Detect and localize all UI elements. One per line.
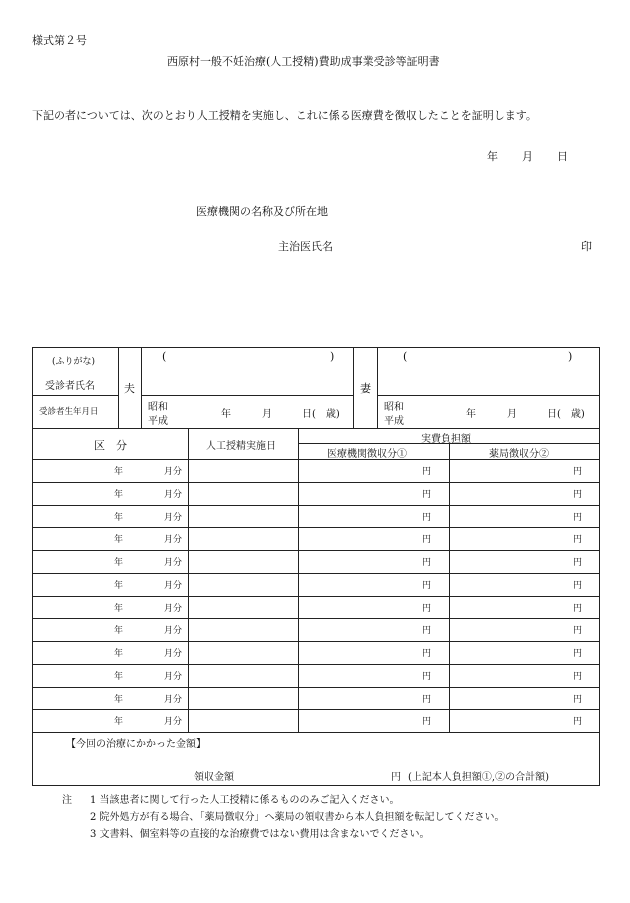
note-item-3: 3 文書料、個室料等の直接的な治療費ではない費用は含まないでください。	[90, 829, 430, 840]
note-item-1: 1 当該患者に関して行った人工授精に係るもののみご記入ください。	[90, 795, 400, 806]
date-year-label: 年	[487, 150, 498, 163]
row-year-label: 年	[114, 489, 124, 500]
wife-era-showa: 昭和	[384, 402, 404, 413]
husband-birth-day-age: 日( 歳)	[302, 409, 340, 420]
row-pharmacy-yen: 円	[573, 603, 583, 614]
patient-birth-label: 受診者生年月日	[39, 407, 99, 417]
row-hospital-yen: 円	[422, 580, 432, 591]
row-month-label: 月分	[164, 558, 183, 568]
row-pharmacy-yen: 円	[573, 489, 583, 500]
row-hospital-yen: 円	[422, 467, 432, 477]
col-date-header: 人工授精実施日	[206, 441, 276, 452]
row-month-label: 月分	[164, 603, 183, 614]
row-month-label: 月分	[164, 467, 183, 477]
row-year-label: 年	[114, 467, 124, 477]
row-month-label: 月分	[164, 580, 183, 591]
row-pharmacy-yen: 円	[573, 580, 583, 591]
row-pharmacy-yen: 円	[573, 535, 583, 546]
husband-furigana-close: )	[330, 350, 335, 363]
row-pharmacy-yen: 円	[573, 671, 583, 682]
row-pharmacy-yen: 円	[573, 649, 583, 659]
row-pharmacy-yen: 円	[573, 694, 583, 705]
note-item-2: 2 院外処方が有る場合、「薬局徴収分」へ薬局の領収書から本人負担額を転記してください。	[90, 812, 505, 823]
row-year-label: 年	[114, 671, 124, 682]
husband-birth-year: 年	[221, 409, 231, 420]
certification-statement: 下記の者については、次のとおり人工授精を実施し、これに係る医療費を徴収したことを証明します。	[32, 109, 537, 122]
date-day-label: 日	[557, 150, 568, 163]
husband-era-showa: 昭和	[148, 402, 168, 413]
row-month-label: 月分	[164, 535, 183, 546]
row-hospital-yen: 円	[422, 535, 432, 546]
row-year-label: 年	[114, 603, 124, 614]
row-year-label: 年	[114, 558, 124, 568]
row-hospital-yen: 円	[422, 671, 432, 682]
row-hospital-yen: 円	[422, 489, 432, 500]
notes-label: 注	[62, 795, 72, 806]
row-pharmacy-yen: 円	[573, 558, 583, 568]
patient-name-label: 受診者氏名	[45, 381, 95, 392]
wife-birth-day-age: 日( 歳)	[547, 409, 585, 420]
row-hospital-yen: 円	[422, 717, 432, 728]
row-hospital-yen: 円	[422, 694, 432, 705]
total-note: (上記本人負担額①,②の合計額)	[408, 772, 549, 783]
row-month-label: 月分	[164, 717, 183, 728]
row-hospital-yen: 円	[422, 649, 432, 659]
total-amount-label: 領収金額	[194, 772, 234, 783]
row-year-label: 年	[114, 535, 124, 546]
husband-birth-month: 月	[262, 409, 272, 420]
wife-furigana-close: )	[568, 350, 573, 363]
col-hospital-header: 医療機関徴収分①	[327, 449, 407, 460]
furigana-label: (ふりがな)	[52, 357, 96, 367]
form-number: 様式第２号	[32, 34, 87, 47]
wife-era-heisei: 平成	[384, 416, 404, 427]
wife-birth-year: 年	[466, 409, 476, 420]
row-year-label: 年	[114, 717, 124, 728]
row-pharmacy-yen: 円	[573, 626, 583, 637]
col-pharmacy-header: 薬局徴収分②	[489, 449, 549, 460]
row-hospital-yen: 円	[422, 558, 432, 568]
husband-furigana-open: (	[162, 350, 167, 363]
row-hospital-yen: 円	[422, 603, 432, 614]
row-pharmacy-yen: 円	[573, 467, 583, 477]
row-year-label: 年	[114, 626, 124, 637]
row-month-label: 月分	[164, 512, 183, 523]
wife-furigana-open: (	[403, 350, 408, 363]
husband-era-heisei: 平成	[148, 416, 168, 427]
total-heading: 【今回の治療にかかった金額】	[66, 739, 206, 750]
document-title: 西原村一般不妊治療(人工授精)費助成事業受診等証明書	[167, 55, 440, 68]
seal-mark: 印	[581, 240, 592, 253]
row-hospital-yen: 円	[422, 512, 432, 523]
row-month-label: 月分	[164, 489, 183, 500]
row-year-label: 年	[114, 580, 124, 591]
row-month-label: 月分	[164, 649, 183, 659]
institution-label: 医療機関の名称及び所在地	[196, 205, 328, 218]
doctor-label: 主治医氏名	[278, 240, 333, 253]
row-month-label: 月分	[164, 694, 183, 705]
row-year-label: 年	[114, 694, 124, 705]
row-year-label: 年	[114, 649, 124, 659]
col-category-header: 区 分	[94, 439, 127, 452]
row-year-label: 年	[114, 512, 124, 523]
row-month-label: 月分	[164, 626, 183, 637]
wife-label: 妻	[360, 382, 371, 395]
total-yen-unit: 円	[391, 772, 401, 783]
col-cost-header: 実費負担額	[421, 434, 471, 445]
wife-birth-month: 月	[507, 409, 517, 420]
row-hospital-yen: 円	[422, 626, 432, 637]
row-pharmacy-yen: 円	[573, 512, 583, 523]
row-month-label: 月分	[164, 671, 183, 682]
husband-label: 夫	[124, 382, 135, 395]
date-month-label: 月	[522, 150, 533, 163]
row-pharmacy-yen: 円	[573, 717, 583, 728]
